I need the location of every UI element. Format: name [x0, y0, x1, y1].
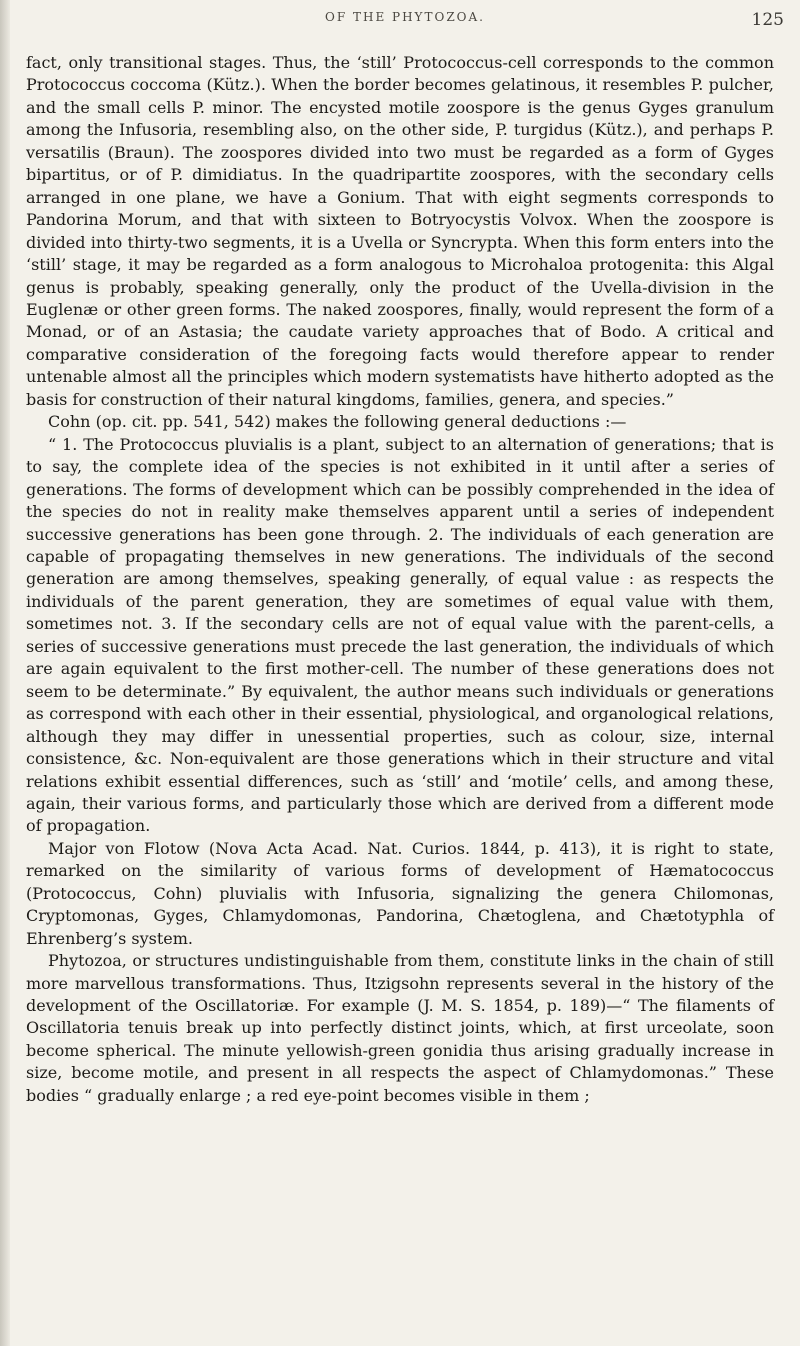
paragraph-phytozoa: Phytozoa, or structures undistinguishable from them, constitute links in the chain of still more marvellous transformations. Thus, Itzigsohn represents several in the history of the development of the Oscillatoriæ. For example (J. M. S. 1854, p. 189)—“ The filaments of Oscillatoria tenuis break up into perfectly distinct joints, which, at first urceolate, soon become spherical. The minute yellowish-green gonidia thus arising gradually increase in size, become motile, and present in all respects the aspect of Chlamydomonas.” These bodies “ gradually enlarge ; a red eye-point becomes visible in them ;: [26, 951, 774, 1105]
page-number: 125: [751, 10, 784, 30]
paragraph-cohn-deductions: “ 1. The Protococcus pluvialis is a plant, subject to an alternation of generations; that is to say, the complete idea of the species is not exhibited in it until after a series of generations. The forms of development which can be possibly comprehended in the idea of the species do not in reality make themselves apparent until a series of independent successive generations has been gone through. 2. The individuals of each generation are capable of propagating themselves in new generations. The individuals of the second generation are among themselves, speaking generally, of equal value : as respects the individuals of the parent generation, they are sometimes of equal value with them, sometimes not. 3. If the secondary cells are not of equal value with the parent-cells, a series of successive generations must precede the last generation, the individuals of which are again equivalent to the first mother-cell. The number of these generations does not seem to be determinate.” By equivalent, the author means such individuals or generations as correspond with each other in their essential, physiological, and organological relations, although they may differ in unessential properties, such as colour, size, internal consistence, &c. Non-equivalent are those generations which in their structure and vital relations exhibit essential differences, such as ‘still’ and ‘motile’ cells, and among these, again, their various forms, and particularly those which are derived from a different mode of propagation.: [26, 434, 774, 836]
binding-edge: [0, 0, 10, 1346]
paragraph-cohn-intro: Cohn (op. cit. pp. 541, 542) makes the following general deductions :—: [48, 412, 627, 432]
paragraph-continuation: fact, only transitional stages. Thus, the ‘still’ Protococcus-cell corresponds to the common Protococcus coccoma (Kütz.). When the border becomes gelatinous, it resembles P. pulcher, and the small cells P. minor. The encysted motile zoospore is the genus Gyges granulum among the Infusoria, resembling also, on the other side, P. turgidus (Kütz.), and perhaps P. versatilis (Braun). The zoospores divided into two must be regarded as a form of Gyges bipartitus, or of P. dimidiatus. In the quadripartite zoospores, with the secondary cells arranged in one plane, we have a Gonium. That with eight segments corresponds to Pandorina Morum, and that with sixteen to Botryocystis Volvox. When the zoospore is divided into thirty-two segments, it is a Uvella or Syncrypta. When this form enters into the ‘still’ stage, it may be regarded as a form analogous to Microhaloa protogenita: this Algal genus is probably, speaking generally, only the product of the Uvella-division in the Euglenæ or other green forms. The naked zoospores, finally, would represent the form of a Monad, or of an Astasia; the caudate variety approaches that of Bodo. A critical and comparative consideration of the foregoing facts would therefore appear to render untenable almost all the principles which modern systematists have hitherto adopted as the basis for construction of their natural kingdoms, families, genera, and species.”: [26, 53, 774, 409]
body-text: [26, 52, 774, 1107]
running-head: OF THE PHYTOZOA.: [325, 10, 485, 24]
page-header: [26, 10, 784, 40]
paragraph-von-flotow: Major von Flotow (Nova Acta Acad. Nat. Curios. 1844, p. 413), it is right to state, remarked on the similarity of various forms of development of Hæmatococcus (Protococcus, Cohn) pluvialis with Infusoria, signalizing the genera Chilomonas, Cryptomonas, Gyges, Chlamydomonas, Pandorina, Chætoglena, and Chætotyphla of Ehrenberg’s system.: [26, 838, 774, 948]
